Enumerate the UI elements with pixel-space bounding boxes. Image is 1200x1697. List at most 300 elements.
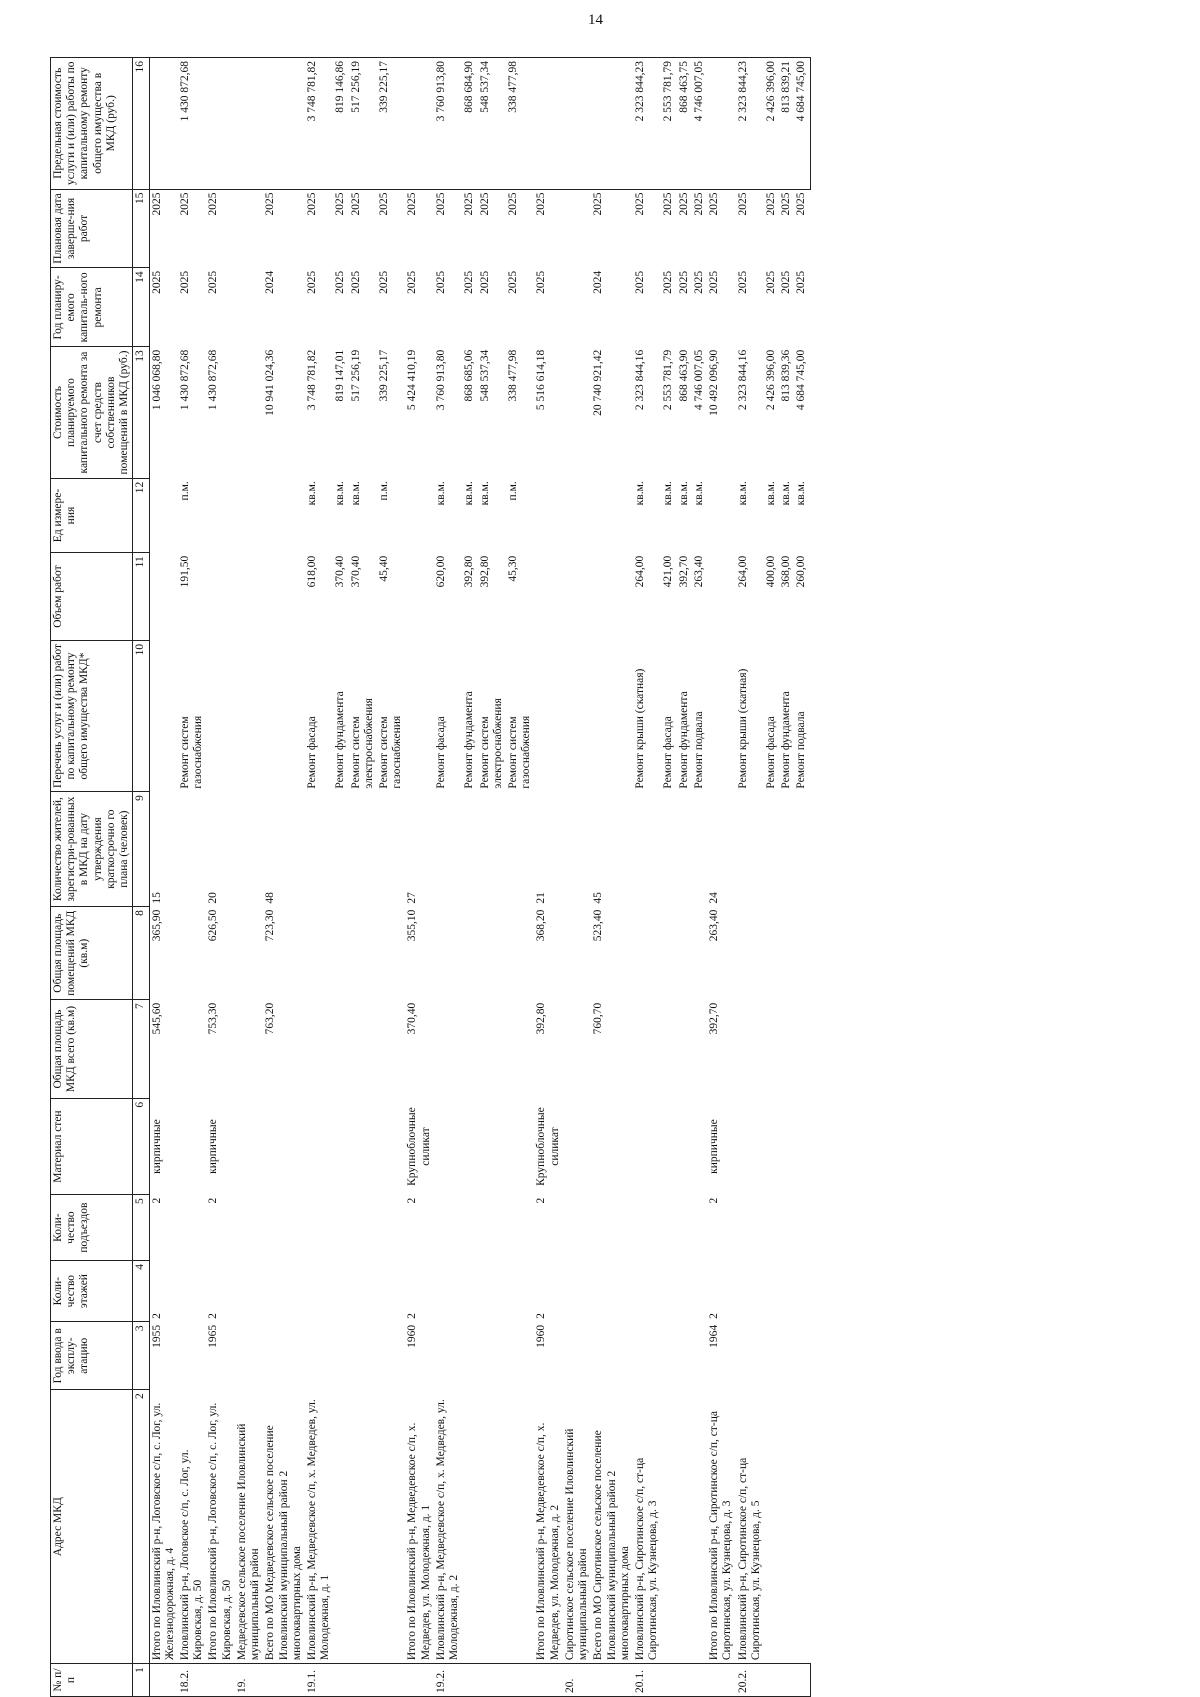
work-volume-cell xyxy=(707,553,735,641)
total-area-cell xyxy=(478,1000,506,1099)
work-volume-cell: 618,00 xyxy=(305,555,318,588)
unit-cell xyxy=(235,478,263,553)
address-cell: Иловлинский р-н, Медведевское с/п, х. Медведев, ул. Молодежная, д. 1 xyxy=(305,1399,332,1661)
repair-year-cell: 2025 xyxy=(780,270,793,294)
unit-cell: кв.м. xyxy=(349,481,362,506)
year-built-cell xyxy=(736,1322,764,1390)
table-row xyxy=(692,58,707,1697)
repair-year-cell: 2025 xyxy=(305,270,318,294)
completion-year-cell: 2025 xyxy=(535,192,548,216)
repair-cost-cell: 10 492 096,90 xyxy=(708,349,721,416)
wall-material-cell xyxy=(263,1098,305,1194)
total-area-cell xyxy=(563,1000,591,1099)
row-number-cell: 18.2. xyxy=(178,1664,206,1697)
year-built-cell xyxy=(462,1322,477,1390)
completion-year-cell: 2025 xyxy=(795,192,808,216)
wall-material-cell xyxy=(633,1098,661,1194)
table-row xyxy=(563,58,591,1697)
floors-cell xyxy=(478,1260,506,1321)
column-number-cell: 10 xyxy=(133,640,149,791)
table-row xyxy=(633,58,661,1697)
table-row xyxy=(534,58,562,1697)
repair-year-cell: 2025 xyxy=(349,270,362,294)
max-cost-cell xyxy=(591,58,633,190)
table-row xyxy=(707,58,735,1697)
row-number-cell xyxy=(377,1664,405,1697)
work-type-cell: Ремонт подвала xyxy=(692,711,705,789)
repair-cost-cell: 2 553 781,79 xyxy=(662,349,675,411)
repair-year-cell xyxy=(563,268,591,347)
max-cost-cell: 339 225,17 xyxy=(377,58,405,190)
floors-cell xyxy=(462,1260,477,1321)
floors-cell: 2 xyxy=(207,1313,220,1319)
row-number-cell xyxy=(661,1664,676,1697)
residents-cell xyxy=(478,792,506,907)
year-built-cell: 1960 xyxy=(406,1324,419,1348)
repair-cost-cell: 868 685,06 xyxy=(463,349,476,402)
total-area-cell xyxy=(661,1000,676,1099)
table-row xyxy=(677,58,692,1697)
entrances-cell xyxy=(305,1195,333,1261)
work-type-cell: Ремонт систем газоснабжения xyxy=(178,715,205,789)
repair-year-cell: 2025 xyxy=(463,270,476,294)
header-cell: Плановая дата заверше-ния работ xyxy=(51,189,133,268)
year-built-cell: 1960 xyxy=(535,1324,548,1348)
max-cost-cell xyxy=(235,58,263,190)
repair-cost-cell: 1 430 872,68 xyxy=(207,349,220,411)
row-number-cell: 19.1. xyxy=(305,1664,333,1697)
completion-year-cell: 2025 xyxy=(305,192,318,216)
total-area-cell: 760,70 xyxy=(592,1002,605,1035)
work-volume-cell: 191,50 xyxy=(178,555,191,588)
row-number-cell: 20. xyxy=(563,1664,591,1697)
row-number-cell xyxy=(462,1664,477,1697)
work-type-cell: Ремонт крыши (скатная) xyxy=(736,668,749,789)
premises-area-cell xyxy=(736,907,764,1000)
premises-area-cell: 365,90 xyxy=(150,909,163,942)
total-area-cell: 392,70 xyxy=(708,1002,721,1035)
unit-cell xyxy=(707,478,735,553)
max-cost-cell: 2 426 396,00 xyxy=(764,58,779,190)
max-cost-cell: 868 684,90 xyxy=(462,58,477,190)
residents-cell xyxy=(506,792,534,907)
unit-cell: п.м. xyxy=(378,481,391,501)
work-type-cell: Ремонт фасада xyxy=(434,716,447,789)
entrances-cell xyxy=(633,1195,661,1261)
entrances-cell xyxy=(764,1195,779,1261)
address-cell xyxy=(506,1390,534,1664)
premises-area-cell xyxy=(377,907,405,1000)
row-number-cell xyxy=(149,1664,178,1697)
total-area-cell xyxy=(764,1000,779,1099)
floors-cell xyxy=(736,1260,764,1321)
premises-area-cell: 263,40 xyxy=(708,909,721,942)
max-cost-cell xyxy=(707,58,735,190)
unit-cell: п.м. xyxy=(178,481,191,501)
row-number-cell xyxy=(349,1664,377,1697)
table-row xyxy=(779,58,794,1697)
repair-cost-cell: 10 941 024,36 xyxy=(264,349,277,416)
address-cell xyxy=(794,1390,810,1664)
address-cell xyxy=(377,1390,405,1664)
total-area-cell xyxy=(349,1000,377,1099)
residents-cell: 27 xyxy=(406,892,419,904)
repair-year-cell: 2025 xyxy=(406,270,419,294)
page-number: 14 xyxy=(588,12,603,28)
address-cell xyxy=(349,1390,377,1664)
max-cost-cell: 3 760 913,80 xyxy=(434,58,462,190)
residents-cell: 45 xyxy=(592,892,605,904)
table-row xyxy=(305,58,333,1697)
repair-cost-cell: 868 463,90 xyxy=(677,349,690,402)
entrances-cell xyxy=(462,1195,477,1261)
entrances-cell xyxy=(478,1195,506,1261)
max-cost-cell: 2 323 844,23 xyxy=(736,58,764,190)
max-cost-cell xyxy=(534,58,562,190)
table-row xyxy=(149,58,178,1697)
table-row xyxy=(462,58,477,1697)
floors-cell xyxy=(506,1260,534,1321)
floors-cell xyxy=(178,1260,206,1321)
unit-cell xyxy=(149,478,178,553)
wall-material-cell xyxy=(764,1098,779,1194)
repair-year-cell: 2025 xyxy=(692,270,705,294)
completion-year-cell: 2025 xyxy=(507,192,519,216)
row-number-cell: 20.1. xyxy=(633,1664,661,1697)
work-type-cell xyxy=(206,640,234,791)
max-cost-cell xyxy=(149,58,178,190)
table-row xyxy=(349,58,377,1697)
premises-area-cell xyxy=(305,907,333,1000)
repair-year-cell: 2025 xyxy=(535,270,548,294)
row-number-cell xyxy=(405,1664,433,1697)
wall-material-cell: Крупноблочные силикат xyxy=(535,1107,561,1186)
wall-material-cell xyxy=(178,1098,206,1194)
repair-year-cell: 2025 xyxy=(764,270,777,294)
premises-area-cell xyxy=(506,907,534,1000)
unit-cell: кв.м. xyxy=(334,481,347,506)
premises-area-cell xyxy=(462,907,477,1000)
column-number-cell: 9 xyxy=(133,792,149,907)
column-number-cell: 11 xyxy=(133,553,149,641)
residents-cell xyxy=(794,792,810,907)
repair-cost-cell: 2 323 844,16 xyxy=(736,349,749,411)
year-built-cell xyxy=(591,1322,633,1390)
total-area-cell: 753,30 xyxy=(207,1002,220,1035)
completion-year-cell: 2025 xyxy=(708,192,721,216)
work-volume-cell: 260,00 xyxy=(795,555,808,588)
completion-year-cell: 2025 xyxy=(434,192,447,216)
residents-cell xyxy=(677,792,692,907)
address-cell: Иловлинский р-н, Логовское с/п, с. Лог, ул. Кировская, д. 50 xyxy=(178,1449,205,1661)
repair-cost-cell: 3 760 913,80 xyxy=(434,349,447,411)
completion-year-cell: 2025 xyxy=(592,192,605,216)
premises-area-cell xyxy=(178,907,206,1000)
premises-area-cell: 368,20 xyxy=(535,909,548,942)
premises-area-cell xyxy=(779,907,794,1000)
residents-cell xyxy=(333,792,348,907)
residents-cell xyxy=(349,792,377,907)
year-built-cell: 1965 xyxy=(207,1324,220,1348)
unit-cell: кв.м. xyxy=(692,481,705,506)
work-volume-cell: 421,00 xyxy=(662,555,675,588)
repair-year-cell: 2025 xyxy=(178,270,191,294)
repair-year-cell: 2024 xyxy=(592,270,605,294)
repair-year-cell xyxy=(235,268,263,347)
column-number-cell: 15 xyxy=(133,189,149,268)
residents-cell xyxy=(661,792,676,907)
max-cost-cell: 4 684 745,00 xyxy=(794,58,810,190)
work-type-cell: Ремонт систем газоснабжения xyxy=(378,715,404,789)
work-volume-cell: 620,00 xyxy=(434,555,447,588)
work-volume-cell: 45,40 xyxy=(378,555,391,582)
total-area-cell xyxy=(235,1000,263,1099)
table-body xyxy=(149,58,810,1697)
floors-cell xyxy=(377,1260,405,1321)
year-built-cell xyxy=(779,1322,794,1390)
floors-cell xyxy=(677,1260,692,1321)
total-area-cell xyxy=(333,1000,348,1099)
floors-cell xyxy=(633,1260,661,1321)
completion-year-cell: 2025 xyxy=(349,192,362,216)
wall-material-cell xyxy=(794,1098,810,1194)
address-cell: Сиротинское сельское поселение Иловлинский муниципальный район xyxy=(563,1428,590,1661)
max-cost-cell xyxy=(563,58,591,190)
entrances-cell: 2 xyxy=(207,1197,220,1204)
header-cell: Год ввода в эксплу-атацию xyxy=(51,1322,133,1390)
premises-area-cell xyxy=(235,907,263,1000)
header-cell: Коли-чество подъездов xyxy=(51,1195,133,1261)
completion-year-cell: 2025 xyxy=(207,192,220,216)
residents-cell: 15 xyxy=(150,892,163,904)
unit-cell: кв.м. xyxy=(764,481,777,506)
premises-area-cell xyxy=(692,907,707,1000)
completion-year-cell xyxy=(563,189,591,268)
total-area-cell xyxy=(462,1000,477,1099)
floors-cell: 2 xyxy=(406,1313,419,1319)
floors-cell xyxy=(779,1260,794,1321)
table-row xyxy=(794,58,810,1697)
wall-material-cell: кирпичные xyxy=(150,1119,163,1174)
wall-material-cell xyxy=(563,1098,591,1194)
year-built-cell xyxy=(235,1322,263,1390)
column-number-cell: 13 xyxy=(133,347,149,478)
row-number-cell: 19. xyxy=(235,1664,263,1697)
max-cost-cell: 548 537,34 xyxy=(478,58,506,190)
repair-cost-cell: 819 147,01 xyxy=(334,349,347,402)
work-type-cell xyxy=(707,640,735,791)
header-row xyxy=(51,58,133,1697)
repair-year-cell: 2025 xyxy=(334,270,347,294)
work-type-cell xyxy=(534,640,562,791)
year-built-cell: 1964 xyxy=(708,1324,721,1348)
work-type-cell: Ремонт систем электроснабжения xyxy=(478,698,504,789)
max-cost-cell: 813 839,21 xyxy=(779,58,794,190)
repair-year-cell: 2025 xyxy=(207,270,220,294)
wall-material-cell xyxy=(235,1098,263,1194)
header-cell: Стоимость планируемого капитального ремонта за счет средств собственников помещений в МКД (руб.) xyxy=(51,347,133,478)
max-cost-cell: 517 256,19 xyxy=(349,58,377,190)
max-cost-cell xyxy=(263,58,305,190)
premises-area-cell xyxy=(333,907,348,1000)
work-volume-cell: 368,00 xyxy=(780,555,793,588)
entrances-cell xyxy=(349,1195,377,1261)
repair-year-cell: 2025 xyxy=(633,270,646,294)
row-number-cell xyxy=(692,1664,707,1697)
column-number-cell: 12 xyxy=(133,478,149,553)
repair-year-cell: 2025 xyxy=(795,270,808,294)
residents-cell xyxy=(434,792,462,907)
work-volume-cell: 400,00 xyxy=(764,555,777,588)
entrances-cell xyxy=(677,1195,692,1261)
year-built-cell xyxy=(563,1322,591,1390)
address-cell: Всего по МО Сиротинское сельское поселение Иловлинский муниципальный район 2 многоквартирных дома xyxy=(592,1430,631,1661)
total-area-cell xyxy=(377,1000,405,1099)
work-type-cell xyxy=(563,640,591,791)
work-volume-cell xyxy=(591,553,633,641)
unit-cell: кв.м. xyxy=(662,481,675,506)
entrances-cell xyxy=(235,1195,263,1261)
repair-cost-cell: 517 256,19 xyxy=(349,349,362,402)
total-area-cell xyxy=(779,1000,794,1099)
row-number-cell: 20.2. xyxy=(736,1664,764,1697)
table-row xyxy=(178,58,206,1697)
floors-cell xyxy=(794,1260,810,1321)
unit-cell: кв.м. xyxy=(736,481,749,506)
entrances-cell xyxy=(794,1195,810,1261)
table-row xyxy=(377,58,405,1697)
year-built-cell xyxy=(434,1322,462,1390)
floors-cell xyxy=(692,1260,707,1321)
floors-cell xyxy=(563,1260,591,1321)
address-cell: Итого по Иловлинский р-н, Медведевское с/п, х. Медведев, ул. Молодежная, д. 1 xyxy=(406,1422,432,1661)
unit-cell: кв.м. xyxy=(677,481,690,506)
work-volume-cell xyxy=(563,553,591,641)
header-cell: Общая площадь МКД всего (кв.м) xyxy=(51,1000,133,1099)
total-area-cell xyxy=(794,1000,810,1099)
address-cell xyxy=(661,1390,676,1664)
work-type-cell: Ремонт фасада xyxy=(305,716,318,789)
entrances-cell xyxy=(692,1195,707,1261)
wall-material-cell xyxy=(462,1098,477,1194)
premises-area-cell xyxy=(349,907,377,1000)
repair-cost-cell: 4 746 007,05 xyxy=(692,349,705,411)
entrances-cell xyxy=(736,1195,764,1261)
year-built-cell xyxy=(349,1322,377,1390)
work-volume-cell: 392,80 xyxy=(463,555,476,588)
unit-cell: п.м. xyxy=(507,481,519,501)
entrances-cell xyxy=(377,1195,405,1261)
repair-year-cell: 2025 xyxy=(736,270,749,294)
entrances-cell xyxy=(434,1195,462,1261)
work-volume-cell xyxy=(235,553,263,641)
table-row xyxy=(206,58,234,1697)
total-area-cell xyxy=(305,1000,333,1099)
work-type-cell: Ремонт фасада xyxy=(662,716,675,789)
residents-cell xyxy=(692,792,707,907)
entrances-cell: 2 xyxy=(406,1197,419,1204)
wall-material-cell xyxy=(349,1098,377,1194)
total-area-cell xyxy=(677,1000,692,1099)
repair-cost-cell: 548 537,34 xyxy=(478,349,491,402)
completion-year-cell: 2025 xyxy=(334,192,347,216)
column-number-row xyxy=(133,58,149,1697)
entrances-cell xyxy=(178,1195,206,1261)
unit-cell: кв.м. xyxy=(463,481,476,506)
header-cell: Адрес МКД xyxy=(51,1390,133,1664)
entrances-cell xyxy=(333,1195,348,1261)
residents-cell xyxy=(779,792,794,907)
premises-area-cell: 723,30 xyxy=(264,909,277,942)
wall-material-cell xyxy=(736,1098,764,1194)
max-cost-cell: 3 748 781,82 xyxy=(305,58,333,190)
unit-cell xyxy=(263,478,305,553)
row-number-cell xyxy=(534,1664,562,1697)
table-row xyxy=(736,58,764,1697)
completion-year-cell: 2025 xyxy=(178,192,191,216)
column-number-cell: 2 xyxy=(133,1390,149,1664)
repair-cost-cell: 3 748 781,82 xyxy=(305,349,318,411)
completion-year-cell: 2025 xyxy=(677,192,690,216)
repair-cost-cell: 339 225,17 xyxy=(378,349,391,402)
table-row xyxy=(478,58,506,1697)
unit-cell: кв.м. xyxy=(633,481,646,506)
year-built-cell xyxy=(794,1322,810,1390)
floors-cell xyxy=(333,1260,348,1321)
work-volume-cell: 264,00 xyxy=(633,555,646,588)
work-type-cell xyxy=(263,640,305,791)
address-cell: Всего по МО Медведевское сельское поселение Иловлинский муниципальный район 2 многоквартирных дома xyxy=(264,1425,303,1661)
work-type-cell: Ремонт подвала xyxy=(795,711,808,789)
floors-cell xyxy=(661,1260,676,1321)
max-cost-cell: 4 746 007,05 xyxy=(692,58,707,190)
year-built-cell xyxy=(692,1322,707,1390)
work-volume-cell: 392,70 xyxy=(677,555,690,588)
column-number-cell: 3 xyxy=(133,1322,149,1390)
unit-cell xyxy=(563,478,591,553)
premises-area-cell xyxy=(764,907,779,1000)
repair-cost-cell: 5 424 410,19 xyxy=(406,349,419,411)
floors-cell: 2 xyxy=(535,1313,548,1319)
completion-year-cell xyxy=(235,189,263,268)
address-cell: Итого по Иловлинский р-н, Сиротинское с/п, ст-ца Сиротинская, ул. Кузнецова, д. 3 xyxy=(708,1410,734,1661)
header-cell: Ед измере-ния xyxy=(51,478,133,553)
table-row xyxy=(506,58,534,1697)
completion-year-cell: 2025 xyxy=(478,192,491,216)
repair-year-cell: 2025 xyxy=(677,270,690,294)
address-cell xyxy=(333,1390,348,1664)
total-area-cell xyxy=(434,1000,462,1099)
entrances-cell xyxy=(263,1195,305,1261)
residents-cell xyxy=(764,792,779,907)
row-number-cell xyxy=(764,1664,779,1697)
address-cell xyxy=(462,1390,477,1664)
residents-cell xyxy=(377,792,405,907)
max-cost-cell: 868 463,75 xyxy=(677,58,692,190)
work-volume-cell: 370,40 xyxy=(334,555,347,588)
table-row xyxy=(263,58,305,1697)
work-volume-cell xyxy=(206,553,234,641)
work-volume-cell: 264,00 xyxy=(736,555,749,588)
residents-cell xyxy=(563,792,591,907)
work-volume-cell: 263,40 xyxy=(692,555,705,588)
wall-material-cell xyxy=(333,1098,348,1194)
rotated-table-container xyxy=(50,47,1200,1697)
address-cell: Иловлинский р-н, Медведевское с/п, х. Медведев, ул. Молодежная, д. 2 xyxy=(434,1399,461,1661)
premises-area-cell xyxy=(563,907,591,1000)
repair-year-cell: 2025 xyxy=(478,270,491,294)
total-area-cell xyxy=(506,1000,534,1099)
